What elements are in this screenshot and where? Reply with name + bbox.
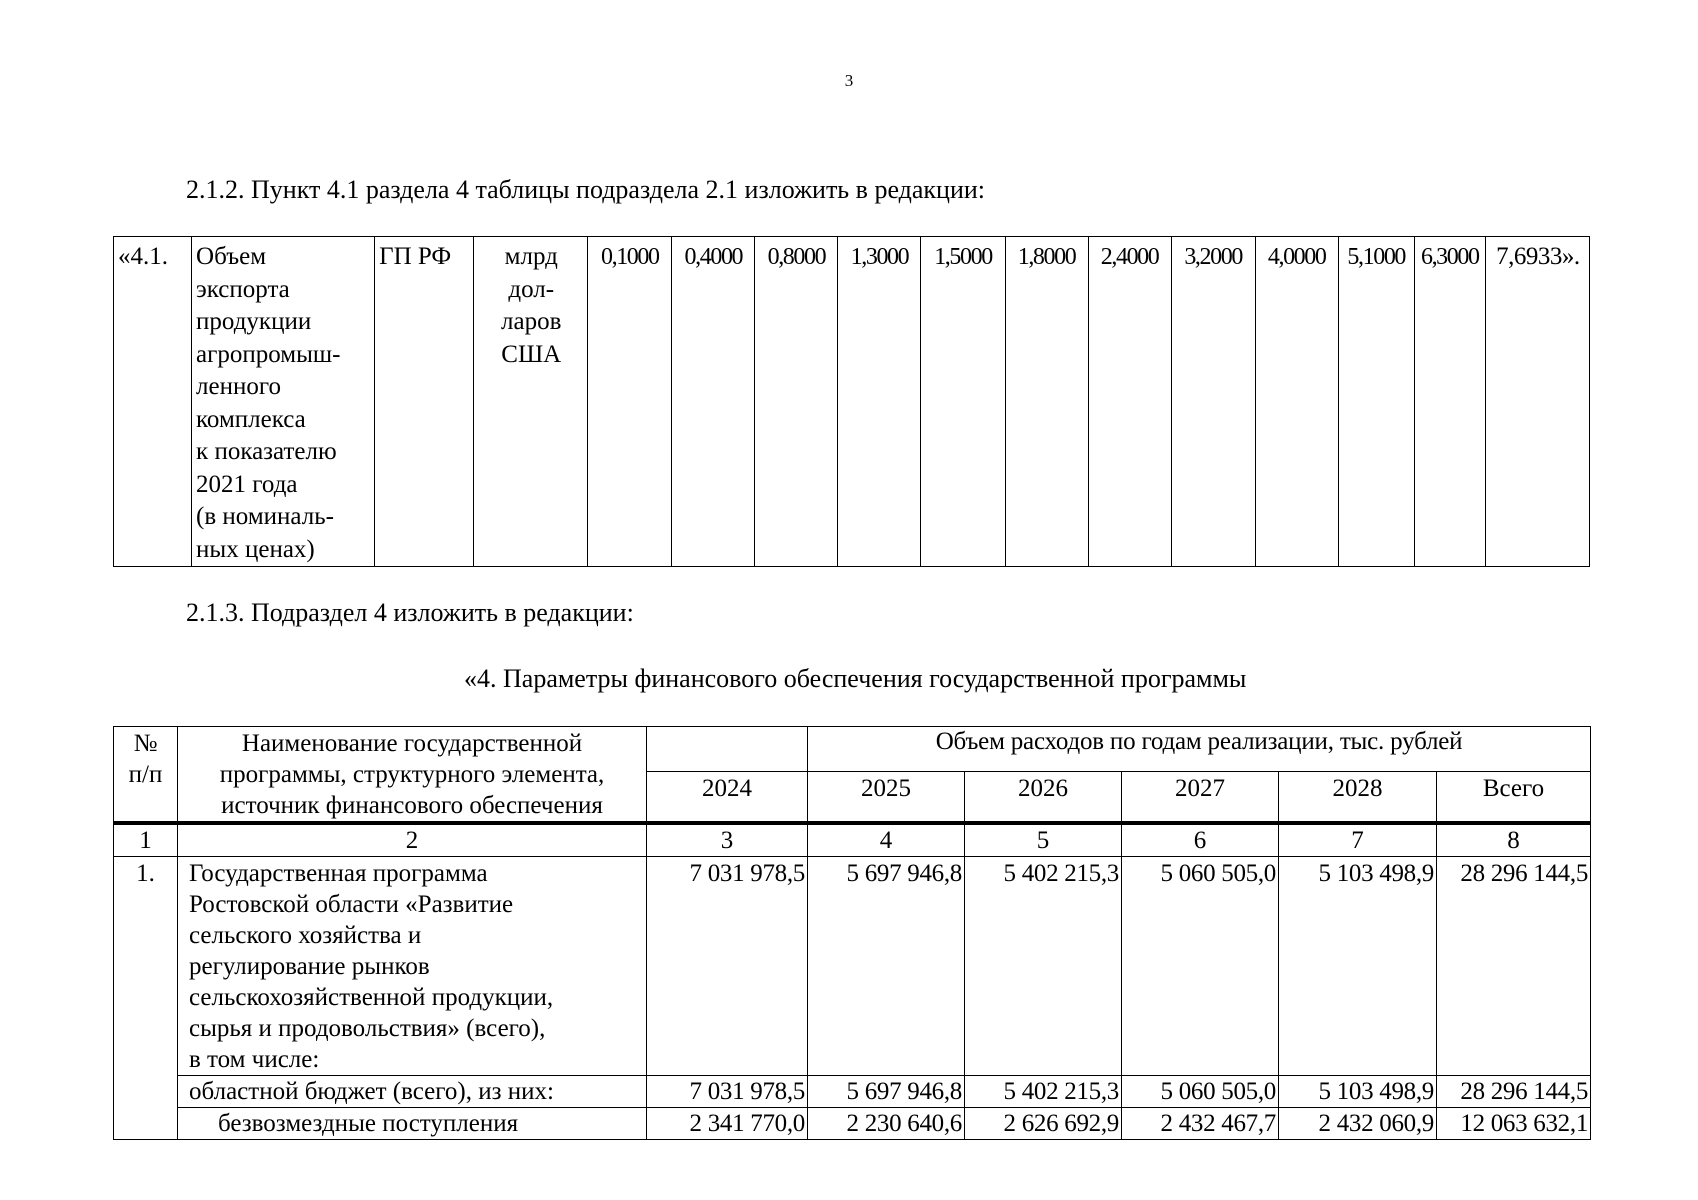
- column-number: 1: [114, 823, 178, 857]
- amount-cell: 5 103 498,9: [1279, 1076, 1437, 1108]
- indicator-unit: [474, 237, 588, 567]
- indicator-value: 7,6933».: [1485, 237, 1589, 567]
- finance-table: [113, 726, 1591, 1140]
- indicator-value: 0,8000: [755, 237, 838, 567]
- indicator-unit-line: млрд: [504, 243, 558, 270]
- column-number: 6: [1122, 823, 1279, 857]
- source-name: областной бюджет (всего), из них:: [178, 1076, 647, 1108]
- header-num: [114, 727, 178, 824]
- paragraph-2-1-3: 2.1.3. Подраздел 4 изложить в редакции:: [186, 598, 634, 627]
- indicator-name-line: ных ценах): [196, 535, 315, 563]
- amount-cell: 28 296 144,5: [1437, 857, 1591, 1076]
- indicator-value: 4,0000: [1255, 237, 1338, 567]
- column-number: 7: [1279, 823, 1437, 857]
- row-number: 1.: [114, 857, 178, 1140]
- header-name-line: программы, структурного элемента,: [219, 761, 605, 788]
- source-name: безвозмездные поступления: [178, 1108, 647, 1140]
- program-name-line: сырья и продовольствия» (всего),: [189, 1015, 546, 1042]
- amount-cell: 7 031 978,5: [647, 857, 808, 1076]
- indicator-name-line: 2021 года: [196, 470, 298, 498]
- indicator-unit-line: ларов: [501, 308, 562, 335]
- indicator-name-line: экспорта: [196, 275, 290, 303]
- indicator-name-line: агропромыш-: [196, 340, 341, 368]
- indicator-value: 1,5000: [921, 237, 1005, 567]
- indicator-value: 1,8000: [1005, 237, 1088, 567]
- header-year: 2027: [1122, 771, 1279, 823]
- indicator-value: 0,1000: [588, 237, 672, 567]
- amount-cell: 28 296 144,5: [1437, 1076, 1591, 1108]
- header-blank: [647, 727, 808, 772]
- indicator-value: 3,2000: [1171, 237, 1255, 567]
- header-num-line: п/п: [128, 761, 163, 788]
- amount-cell: 5 697 946,8: [808, 1076, 965, 1108]
- header-row: [114, 727, 1591, 772]
- header-year: Всего: [1437, 771, 1591, 823]
- indicator-unit-line: дол-: [508, 275, 555, 303]
- amount-cell: 2 341 770,0: [647, 1108, 808, 1140]
- indicator-name-line: (в номиналь-: [196, 503, 334, 530]
- indicator-name: [192, 237, 375, 567]
- header-name: [178, 727, 647, 824]
- header-year: 2026: [965, 771, 1122, 823]
- grants-row: [114, 1108, 1591, 1140]
- program-name-line: сельскохозяйственной продукции,: [189, 984, 554, 1011]
- program-name-line: сельского хозяйства и: [189, 922, 422, 949]
- amount-cell: 5 103 498,9: [1279, 857, 1437, 1076]
- indicator-name-line: Объем: [196, 243, 267, 270]
- amount-cell: 2 230 640,6: [808, 1108, 965, 1140]
- page-number: 3: [844, 71, 854, 90]
- program-row: [114, 857, 1591, 1076]
- amount-cell: 2 432 467,7: [1122, 1108, 1279, 1140]
- program-name: [178, 857, 647, 1076]
- indicator-unit-line: США: [501, 340, 562, 368]
- column-number: 5: [965, 823, 1122, 857]
- indicator-number: «4.1.: [114, 237, 192, 567]
- indicator-name-line: продукции: [196, 308, 312, 335]
- column-numbers-row: [114, 823, 1591, 857]
- indicator-table: [113, 236, 1590, 567]
- amount-cell: 5 697 946,8: [808, 857, 965, 1076]
- indicator-value: 5,1000: [1338, 237, 1414, 567]
- indicator-name-line: ленного: [196, 373, 282, 400]
- section-heading: «4. Параметры финансового обеспечения государственной программы: [464, 664, 1247, 693]
- indicator-responsible: ГП РФ: [375, 237, 474, 567]
- indicator-value: 0,4000: [672, 237, 755, 567]
- header-year: 2024: [647, 771, 808, 823]
- amount-cell: 5 402 215,3: [965, 1076, 1122, 1108]
- indicator-name-line: комплекса: [196, 405, 306, 433]
- program-name-line: регулирование рынков: [189, 953, 430, 980]
- amount-cell: 12 063 632,1: [1437, 1108, 1591, 1140]
- header-num-line: №: [133, 730, 158, 757]
- indicator-row: [114, 237, 1590, 567]
- amount-cell: 5 060 505,0: [1122, 857, 1279, 1076]
- amount-cell: 2 432 060,9: [1279, 1108, 1437, 1140]
- indicator-value: 6,3000: [1414, 237, 1485, 567]
- column-number: 3: [647, 823, 808, 857]
- amount-cell: 7 031 978,5: [647, 1076, 808, 1108]
- amount-cell: 5 402 215,3: [965, 857, 1122, 1076]
- paragraph-2-1-2: 2.1.2. Пункт 4.1 раздела 4 таблицы подраздела 2.1 изложить в редакции:: [186, 175, 986, 204]
- program-name-line: Государственная программа: [189, 860, 488, 887]
- indicator-value: 2,4000: [1088, 237, 1171, 567]
- column-number: 8: [1437, 823, 1591, 857]
- amount-cell: 5 060 505,0: [1122, 1076, 1279, 1108]
- program-name-line: Ростовской области «Развитие: [189, 891, 514, 918]
- amount-cell: 2 626 692,9: [965, 1108, 1122, 1140]
- indicator-name-line: к показателю: [196, 438, 337, 465]
- regional-budget-row: [114, 1076, 1591, 1108]
- header-year: 2028: [1279, 771, 1437, 823]
- header-year: 2025: [808, 771, 965, 823]
- indicator-value: 1,3000: [838, 237, 921, 567]
- header-group: Объем расходов по годам реализации, тыс. рублей: [808, 727, 1591, 772]
- header-name-line: Наименование государственной: [241, 730, 583, 757]
- program-name-line: в том числе:: [189, 1046, 320, 1073]
- column-number: 4: [808, 823, 965, 857]
- header-name-line: источник финансового обеспечения: [221, 792, 603, 819]
- column-number: 2: [178, 823, 647, 857]
